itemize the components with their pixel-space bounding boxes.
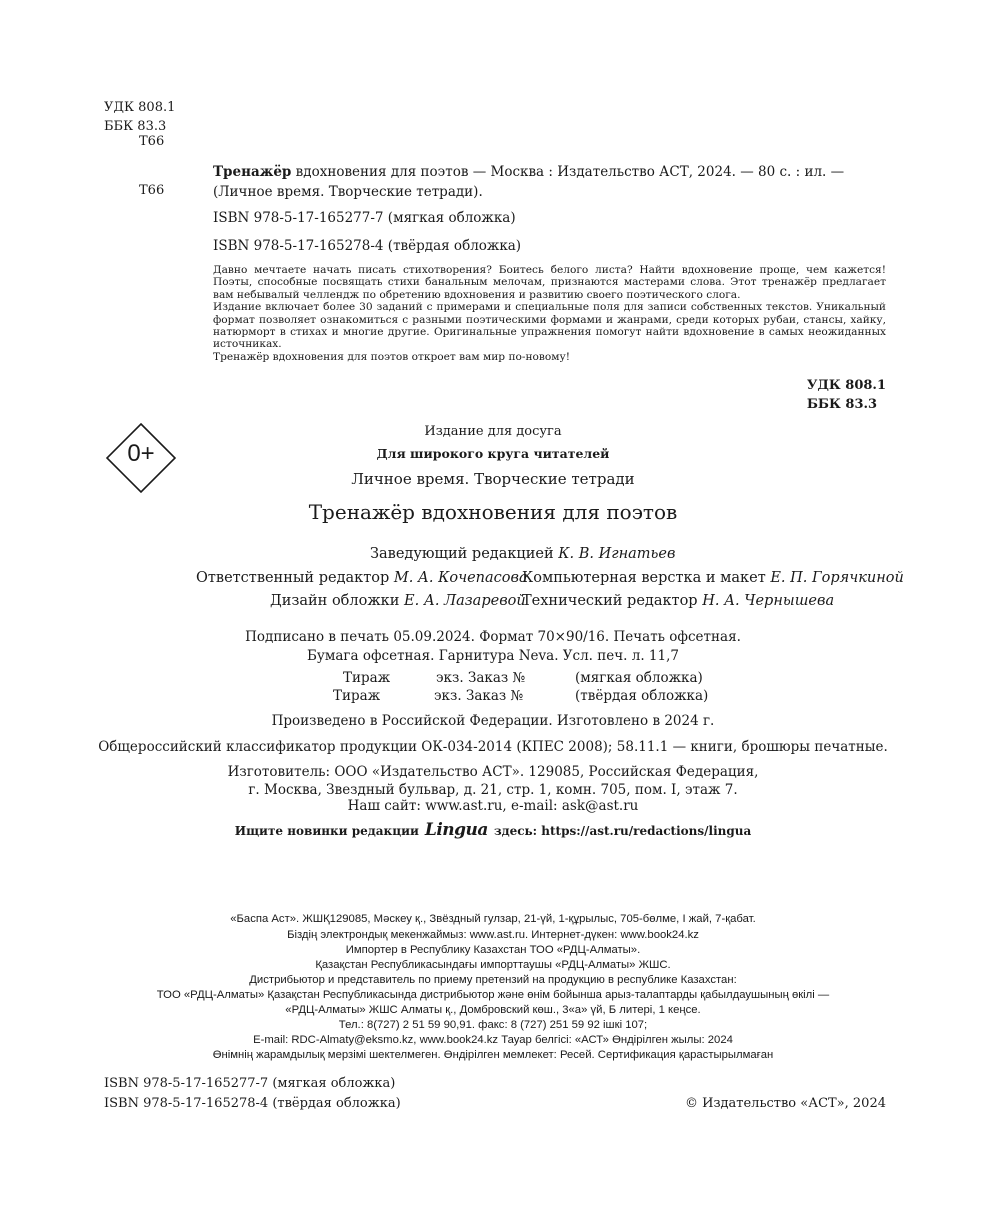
staff-name: М. А. Кочепасова — [393, 570, 528, 586]
book-title: Тренажёр вдохновения для поэтов — [308, 500, 678, 524]
staff-role: Компьютерная верстка и макет — [522, 570, 771, 586]
footer-isbn-soft: ISBN 978-5-17-165277-7 (мягкая обложка) — [104, 1076, 396, 1091]
udk-right-code: УДК 808.1 — [806, 378, 886, 393]
kz-info-line: E-mail: RDC-Almaty@eksmo.kz, www.book24.kz Тауар белгісі: «АСТ» Өндірілген жылы: 2024 — [253, 1034, 733, 1046]
annotation-paragraph-3: Тренажёр вдохновения для поэтов откроет вам мир по-новому! — [213, 350, 570, 363]
biblio-rest: вдохновения для поэтов — Москва : Издательство АСТ, 2024. — 80 с. : ил. — (Личное время. Творческие тетради). — [213, 164, 845, 200]
edition-type: Издание для досуга — [424, 424, 562, 439]
staff-name: К. В. Игнатьев — [558, 546, 676, 562]
kz-info-line: «РДЦ-Алматы» ЖШС Алматы қ., Домбровский көш., 3«а» үй, Б литері, 1 кеңсе. — [285, 1004, 701, 1016]
isbn-hard-cover: ISBN 978-5-17-165278-4 (твёрдая обложка) — [213, 238, 522, 254]
annotation-paragraph-2: Издание включает более 30 заданий с примерами и специальные поля для записи собственных текстов. Уникальный формат позволяет ознакомиться с разными поэтическими формами и жанрами, среди которых рубаи, стансы, хайку, натюрморт в стихах и многие другие. Оригинальные упражнения помогут найти вдохновение в самых неожиданных источниках. — [213, 301, 886, 351]
staff-role: Технический редактор — [522, 593, 703, 609]
staff-layout — [522, 570, 904, 586]
tirage-label: Тираж — [343, 670, 391, 686]
author-sign: Т66 — [139, 134, 165, 149]
maker-line-2: г. Москва, Звездный бульвар, д. 21, стр. 1, комн. 705, пом. I, этаж 7. — [248, 782, 738, 798]
kz-info-line: Тел.: 8(727) 2 51 59 90,91. факс: 8 (727) 251 59 92 ішкі 107; — [338, 1019, 648, 1031]
staff-name: Н. А. Чернышева — [702, 593, 835, 609]
staff-role: Заведующий редакцией — [370, 546, 559, 562]
kz-info-line: Қазақстан Республикасындағы импорттаушы «РДЦ-Алматы» ЖШС. — [315, 959, 671, 971]
kz-info-line: Өнімнің жарамдылық мерзімі шектелмеген. Өндірілген мемлекет: Ресей. Сертификация қарастырылмаған — [212, 1049, 774, 1061]
tirage-cover: (твёрдая обложка) — [575, 688, 709, 704]
udk-code: УДК 808.1 — [104, 100, 176, 115]
lingua-suffix: здесь: https://ast.ru/redactions/lingua — [493, 824, 752, 838]
edition-audience: Для широкого круга читателей — [376, 446, 610, 461]
annotation-paragraph-1: Давно мечтаете начать писать стихотворения? Боитесь белого листа? Найти вдохновение проще, чем кажется! Поэты, способные посвящать стихи банальным мелочам, признаются мастерами слова. Этот тренажёр предлагает вам небывалый челлендж по обретению вдохновения и развитию своего поэтического слога. — [213, 264, 886, 301]
bbk-code: ББК 83.3 — [104, 119, 167, 134]
age-rating-label: 0+ — [127, 440, 155, 467]
footer-isbn-hard: ISBN 978-5-17-165278-4 (твёрдая обложка) — [104, 1096, 401, 1111]
staff-role: Дизайн обложки — [270, 593, 405, 609]
staff-tech-editor — [522, 593, 834, 609]
tirage-order: экз. Заказ № — [434, 688, 524, 704]
tirage-label: Тираж — [333, 688, 381, 704]
lingua-logo: Lingua — [424, 820, 488, 840]
lingua-prefix: Ищите новинки редакции — [234, 824, 419, 838]
print-paper-line: Бумага офсетная. Гарнитура Neva. Усл. печ. л. 11,7 — [307, 648, 679, 664]
bibliographic-record — [213, 162, 886, 202]
author-sign-repeat: Т66 — [139, 183, 165, 198]
kz-info-line: ТОО «РДЦ-Алматы» Қазақстан Республикасында дистрибьютор және өнім бойынша арыз-талаптарды қабылдаушының өкілі — — [156, 989, 830, 1001]
kz-info-line: Импортер в Республику Казахстан ТОО «РДЦ-Алматы». — [345, 944, 641, 956]
okp-classifier-line: Общероссийский классификатор продукции ОК-034-2014 (КПЕС 2008); 58.11.1 — книги, брошюры печатные. — [98, 739, 888, 755]
tirage-order: экз. Заказ № — [436, 670, 526, 686]
print-signed-line: Подписано в печать 05.09.2024. Формат 70×90/16. Печать офсетная. — [245, 629, 741, 645]
biblio-title-bold: Тренажёр — [213, 164, 292, 180]
kz-info-line: Дистрибьютор и представитель по приему претензий на продукцию в республике Казахстан: — [249, 974, 737, 986]
maker-line-3: Наш сайт: www.ast.ru, e-mail: ask@ast.ru — [347, 798, 639, 814]
udk-bbk-right — [807, 376, 886, 414]
lingua-promo-line — [0, 820, 986, 840]
kz-info-line: Біздің электрондық мекенжаймыз: www.ast.ru. Интернет-дүкен: www.book24.kz — [287, 929, 699, 941]
maker-line-1: Изготовитель: ООО «Издательство АСТ». 129085, Российская Федерация, — [227, 764, 759, 780]
kz-info-line: «Баспа Аст». ЖШҚ129085, Мәскеу қ., Звёздный гулзар, 21-үй, 1-құрылыс, 705-бөлме, I жай, 7-қабат. — [230, 913, 756, 925]
made-in-line: Произведено в Российской Федерации. Изготовлено в 2024 г. — [271, 713, 715, 729]
staff-cover-design — [270, 593, 526, 609]
staff-head-editor — [370, 546, 675, 562]
copyright-notice: © Издательство «АСТ», 2024 — [684, 1096, 886, 1111]
udk-bbk-block — [104, 98, 175, 136]
staff-responsible-editor — [196, 570, 528, 586]
bbk-right-code: ББК 83.3 — [806, 397, 878, 412]
staff-name: Е. П. Горячкиной — [770, 570, 904, 586]
staff-role: Ответственный редактор — [196, 570, 394, 586]
staff-name: Е. А. Лазаревой — [404, 593, 526, 609]
annotation — [213, 264, 886, 363]
series-name: Личное время. Творческие тетради — [351, 470, 635, 488]
isbn-soft-cover: ISBN 978-5-17-165277-7 (мягкая обложка) — [213, 210, 516, 226]
tirage-cover: (мягкая обложка) — [575, 670, 703, 686]
